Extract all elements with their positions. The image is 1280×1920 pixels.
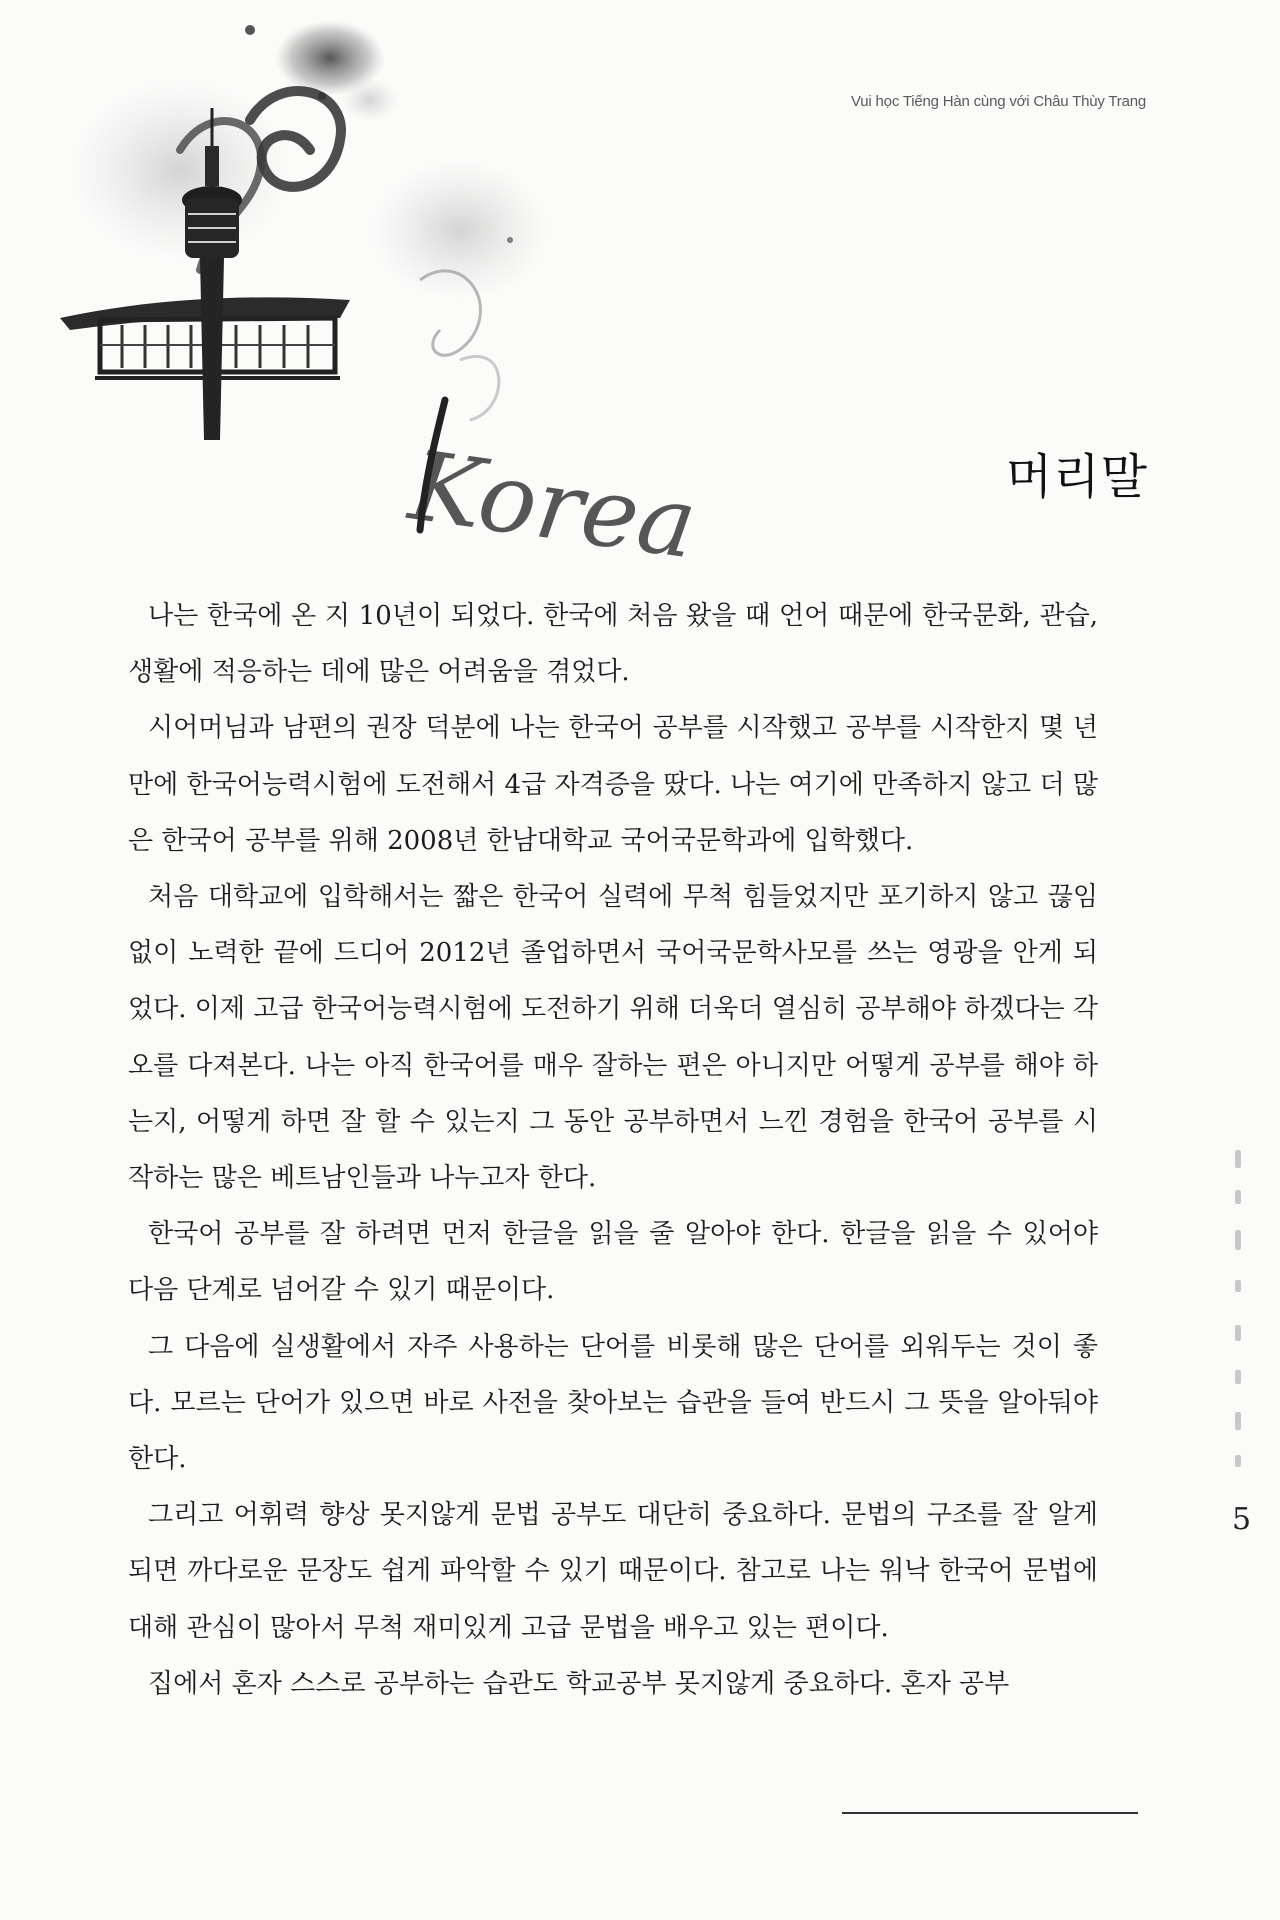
- running-header: Vui học Tiếng Hàn cùng với Châu Thùy Trang: [851, 93, 1146, 110]
- paragraph: 처음 대학교에 입학해서는 짧은 한국어 실력에 무척 힘들었지만 포기하지 않고 끊임없이 노력한 끝에 드디어 2012년 졸업하면서 국어국문학사모를 쓰는 영광을 안게 되었다. 이제 고급 한국어능력시험에 도전하기 위해 더욱더 열심히 공부해야 하겠다는 각오를 다져본다. 나는 아직 한국어를 매우 잘하는 편은 아니지만 어떻게 공부를 해야 하는지, 어떻게 하면 잘 할 수 있는지 그 동안 공부하면서 느낀 경험을 한국어 공부를 시작하는 많은 베트남인들과 나누고자 한다.: [128, 882, 1098, 1194]
- paragraph: 나는 한국에 온 지 10년이 되었다. 한국에 처음 왔을 때 언어 때문에 한국문화, 관습, 생활에 적응하는 데에 많은 어려움을 겪었다.: [128, 601, 1098, 688]
- side-tab-decoration: [1228, 1150, 1248, 1480]
- preface-body: [128, 588, 1098, 1712]
- chapter-title: 머리말: [1005, 449, 1148, 505]
- paragraph: 한국어 공부를 잘 하려면 먼저 한글을 읽을 줄 알아야 한다. 한글을 읽을 수 있어야 다음 단계로 넘어갈 수 있기 때문이다.: [128, 1219, 1098, 1306]
- paragraph: 시어머님과 남편의 권장 덕분에 나는 한국어 공부를 시작했고 공부를 시작한지 몇 년 만에 한국어능력시험에 도전해서 4급 자격증을 땄다. 나는 여기에 만족하지 않고 더 많은 한국어 공부를 위해 2008년 한남대학교 국어국문학과에 입학했다.: [128, 713, 1098, 856]
- korea-tower-illustration: [40, 0, 703, 590]
- paragraph: 집에서 혼자 스스로 공부하는 습관도 학교공부 못지않게 중요하다. 혼자 공부: [148, 1668, 1010, 1699]
- page-number: 5: [1232, 1502, 1252, 1537]
- paragraph: 그리고 어휘력 향상 못지않게 문법 공부도 대단히 중요하다. 문법의 구조를 잘 알게 되면 까다로운 문장도 쉽게 파악할 수 있기 때문이다. 참고로 나는 워낙 한국어 문법에 대해 관심이 많아서 무척 재미있게 고급 문법을 배우고 있는 편이다.: [128, 1500, 1098, 1643]
- paragraph: 그 다음에 실생활에서 자주 사용하는 단어를 비롯해 많은 단어를 외워두는 것이 좋다. 모르는 단어가 있으면 바로 사전을 찾아보는 습관을 들여 반드시 그 뜻을 알아둬야 한다.: [128, 1331, 1098, 1475]
- korea-brush-word: Korea: [403, 429, 703, 581]
- footer-rule: [842, 1812, 1138, 1814]
